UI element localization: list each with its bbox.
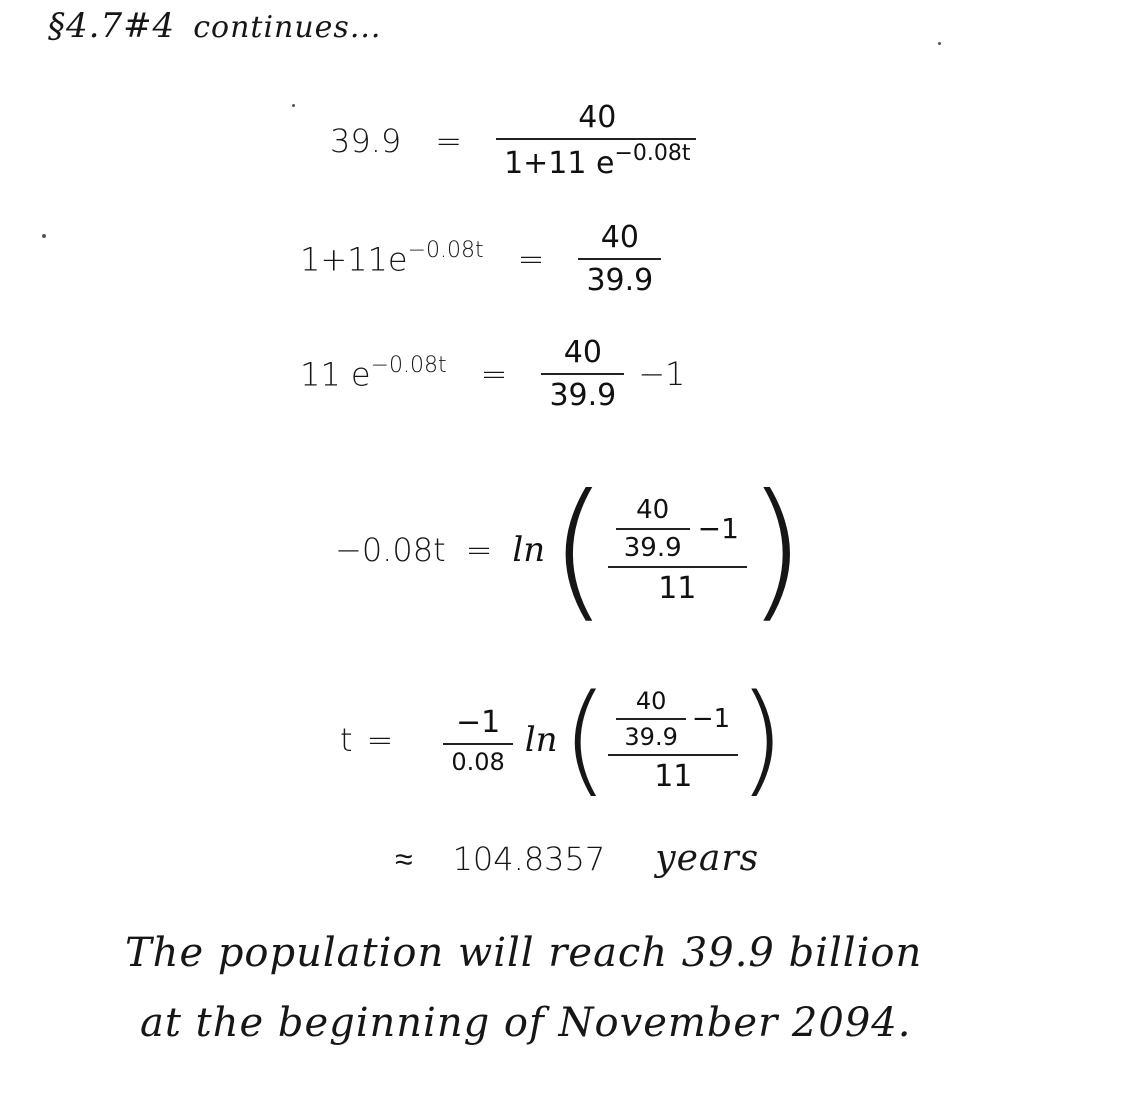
- equation-step-4: [335, 463, 806, 637]
- step4-outer-fraction: [608, 495, 747, 606]
- step1-fraction: [496, 100, 698, 181]
- step1-den-base: 1+11 e: [504, 146, 615, 181]
- step5-coef-denominator: 0.08: [451, 747, 505, 776]
- scan-speck: [938, 42, 941, 45]
- step2-numerator: 40: [600, 220, 639, 255]
- step5-ln: ln: [524, 720, 558, 760]
- step5-outer-denominator: 11: [654, 758, 693, 794]
- step2-lhs: [300, 237, 484, 279]
- approx-sign: ≈: [395, 839, 413, 878]
- step3-equals: =: [480, 355, 508, 393]
- left-paren: (: [549, 463, 608, 637]
- step5-inner-denominator: 39.9: [624, 722, 678, 751]
- step4-inner-fraction: [616, 495, 690, 563]
- equation-step-2: [300, 220, 661, 298]
- result-value: 104.8357: [452, 839, 606, 878]
- step5-lhs: t: [340, 721, 353, 759]
- left-paren: (: [561, 670, 609, 809]
- step3-fraction: [541, 335, 624, 413]
- step2-denominator: 39.9: [586, 263, 654, 298]
- step3-denominator: 39.9: [549, 378, 617, 413]
- fraction-bar: [616, 718, 685, 720]
- step3-minus-one: −1: [638, 355, 686, 393]
- step1-den-exponent: −0.08t: [614, 141, 691, 166]
- step5-coefficient: [443, 705, 512, 776]
- right-paren: ): [746, 463, 806, 637]
- step5-equals: =: [366, 721, 394, 759]
- step2-equals: =: [517, 240, 545, 278]
- step1-numerator: 40: [578, 100, 617, 135]
- header: [48, 6, 381, 46]
- step2-lhs-base: 1+11e: [300, 240, 408, 279]
- right-paren: ): [738, 670, 785, 809]
- fraction-bar: [608, 754, 738, 756]
- result-line: [395, 838, 759, 879]
- equation-step-1: [330, 100, 699, 181]
- section-label: §4.7#4: [48, 6, 176, 46]
- step3-lhs: [300, 352, 447, 394]
- fraction-bar: [443, 743, 512, 745]
- equation-step-5: [340, 670, 785, 809]
- fraction-bar: [496, 138, 696, 140]
- step4-equals: =: [465, 531, 493, 569]
- conclusion-line-1: The population will reach 39.9 billion: [125, 930, 923, 976]
- equation-step-3: [300, 335, 685, 413]
- result-unit: years: [655, 838, 760, 879]
- step4-lhs: −0.08t: [335, 531, 446, 569]
- step3-lhs-exponent: −0.08t: [370, 352, 447, 378]
- step4-minus-one: −1: [697, 512, 739, 545]
- conclusion-line-2: at the beginning of November 2094.: [140, 1000, 912, 1046]
- fraction-bar: [608, 566, 747, 568]
- step4-ln: ln: [512, 530, 546, 570]
- scan-speck: [292, 104, 295, 107]
- step4-outer-denominator: 11: [658, 570, 697, 606]
- step3-lhs-base: 11 e: [300, 355, 371, 394]
- step2-fraction: [578, 220, 661, 298]
- scan-speck: [42, 234, 46, 238]
- step3-numerator: 40: [563, 335, 602, 370]
- fraction-bar: [578, 258, 661, 260]
- step1-lhs: 39.9: [330, 121, 402, 160]
- step2-lhs-exponent: −0.08t: [407, 237, 484, 263]
- continues-label: continues...: [193, 10, 382, 45]
- step5-inner-fraction: [616, 687, 685, 751]
- step1-denominator: [496, 143, 698, 181]
- step4-outer-numerator: [608, 495, 747, 563]
- step4-inner-numerator: 40: [636, 494, 670, 525]
- step5-outer-numerator: [608, 687, 738, 751]
- step4-inner-denominator: 39.9: [623, 532, 682, 563]
- fraction-bar: [616, 528, 690, 530]
- fraction-bar: [541, 373, 624, 375]
- step5-coef-numerator: −1: [455, 704, 501, 740]
- step5-minus-one: −1: [691, 703, 731, 734]
- step5-inner-numerator: 40: [635, 686, 667, 715]
- step5-outer-fraction: [608, 687, 738, 794]
- step1-equals: =: [435, 121, 463, 160]
